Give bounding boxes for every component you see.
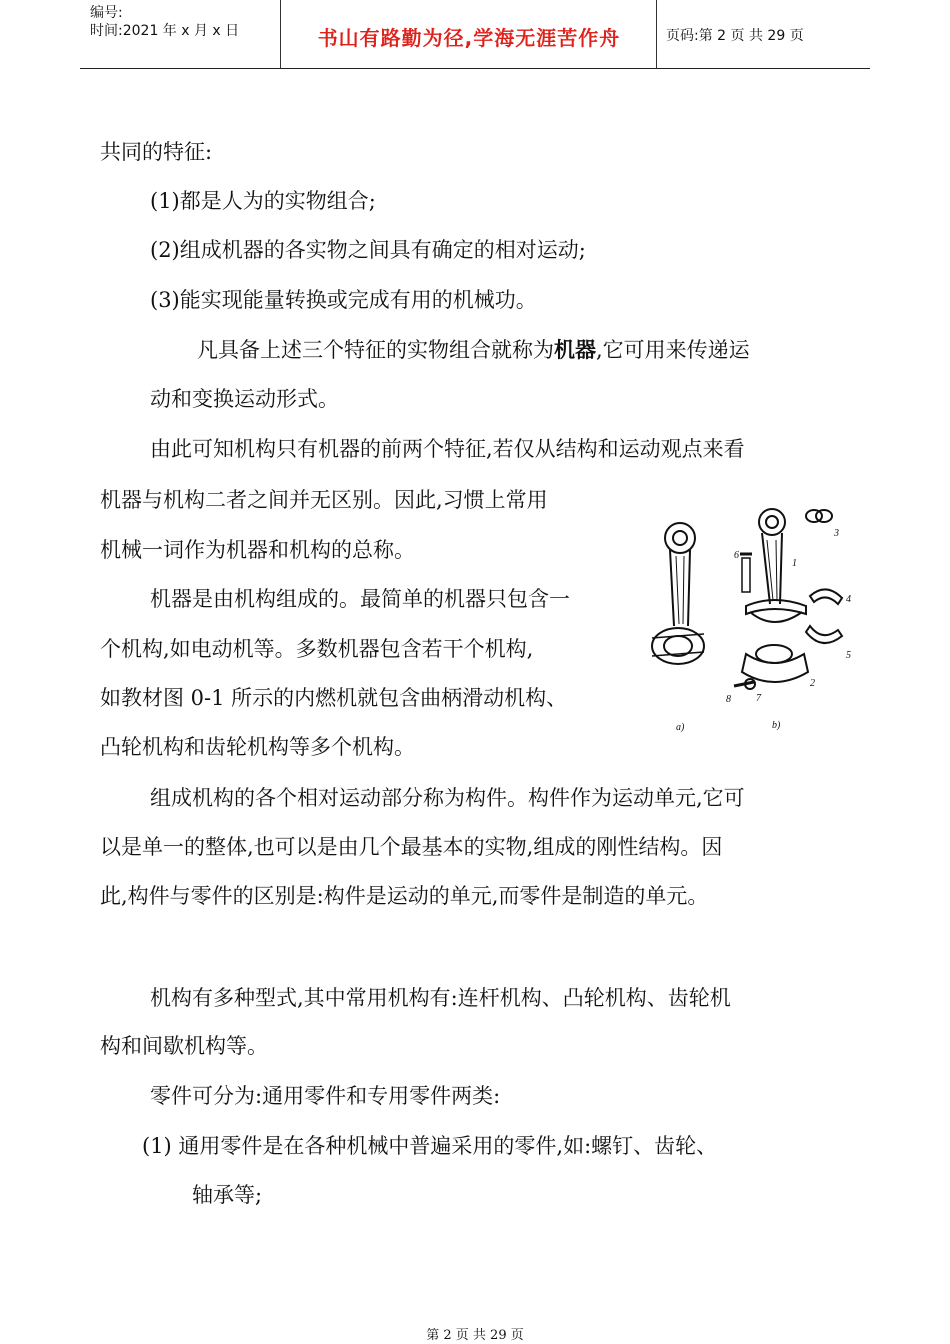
text-line: 如教材图 0-1 所示的内燃机就包含曲柄滑动机构、: [100, 686, 568, 710]
connecting-rod-drawing: [646, 496, 866, 736]
text-line: 构和间歇机构等。: [100, 1034, 268, 1058]
text-line: 以是单一的整体,也可以是由几个最基本的实物,组成的刚性结构。因: [100, 835, 723, 859]
part-label: 6: [734, 550, 739, 561]
number-label: 编号:: [90, 5, 123, 21]
text-line: 共同的特征:: [100, 140, 213, 164]
text-line: 机械一词作为机器和机构的总称。: [100, 538, 415, 562]
part-label: 8: [726, 694, 731, 705]
text-line: 机器是由机构组成的。最简单的机器只包含一: [150, 587, 570, 611]
text-line: 动和变换运动形式。: [150, 387, 339, 411]
text-line: (2)组成机器的各实物之间具有确定的相对运动;: [150, 238, 586, 262]
header-divider: [280, 0, 281, 68]
part-label: 5: [846, 650, 851, 661]
part-label: 3: [834, 528, 839, 539]
header-page-info: 页码:第 2 页 共 29 页: [666, 28, 804, 44]
text-line: 零件可分为:通用零件和专用零件两类:: [150, 1084, 501, 1108]
figure-caption-a: a): [676, 722, 685, 733]
page-footer: 第 2 页 共 29 页: [426, 1328, 524, 1343]
figure-caption-b: b): [772, 720, 781, 731]
time-label: 时间:2021 年 x 月 x 日: [90, 23, 240, 39]
text-run: 凡具备上述三个特征的实物组合就称为: [197, 338, 554, 362]
text-line: 此,构件与零件的区别是:构件是运动的单元,而零件是制造的单元。: [100, 884, 709, 908]
text-line: (3)能实现能量转换或完成有用的机械功。: [150, 288, 537, 312]
text-line: 机器与机构二者之间并无区别。因此,习惯上常用: [100, 488, 548, 512]
header-motto: 书山有路勤为径,学海无涯苦作舟: [317, 26, 621, 50]
text-line: 个机构,如电动机等。多数机器包含若干个机构,: [100, 637, 534, 661]
part-label: 1: [792, 558, 797, 569]
text-line: [197, 336, 750, 364]
text-line: 凸轮机构和齿轮机构等多个机构。: [100, 735, 415, 759]
text-line: (1) 通用零件是在各种机械中普遍采用的零件,如:螺钉、齿轮、: [142, 1134, 718, 1158]
part-label: 2: [810, 678, 815, 689]
header-divider: [656, 0, 657, 68]
text-run: ,它可用来传递运: [596, 338, 750, 362]
text-line: 组成机构的各个相对运动部分称为构件。构件作为运动单元,它可: [150, 786, 745, 810]
bold-term: 机器: [554, 337, 596, 362]
connecting-rod-figure: [646, 496, 866, 736]
text-line: 由此可知机构只有机器的前两个特征,若仅从结构和运动观点来看: [150, 437, 745, 461]
text-line: (1)都是人为的实物组合;: [150, 189, 376, 213]
part-label: 7: [756, 693, 761, 704]
text-line: 轴承等;: [192, 1183, 263, 1207]
part-label: 4: [846, 594, 851, 605]
page-header: [80, 0, 870, 69]
header-meta: [90, 4, 239, 40]
text-line: 机构有多种型式,其中常用机构有:连杆机构、凸轮机构、齿轮机: [150, 986, 731, 1010]
